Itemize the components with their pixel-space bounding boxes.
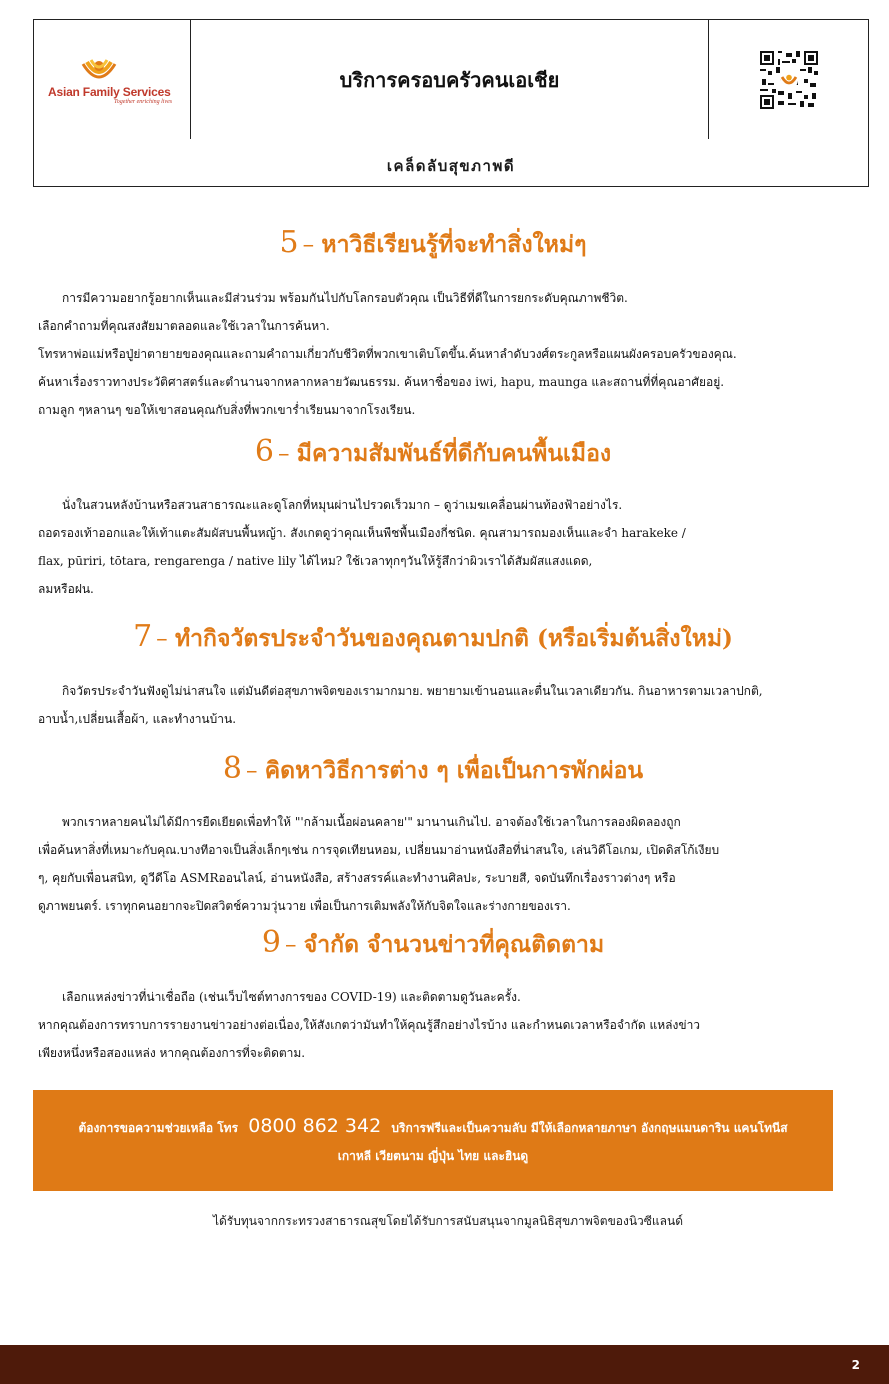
paragraph-line: ๆ, คุยกับเพื่อนสนิท, ดูวีดีโอ ASMRออนไลน์, อ่านหนังสือ, สร้างสรรค์และทำงานศิลปะ, ระบายสี, จดบันทึกเรื่องราวต่างๆ หรือ xyxy=(38,871,676,885)
bottom-bar xyxy=(0,1345,889,1384)
qr-code-icon xyxy=(760,51,818,109)
help-suffix: บริการฟรีและเป็นความลับ มีให้เลือกหลายภาษา อังกฤษแมนดาริน แคนโทนีส xyxy=(391,1121,788,1135)
section-title: มีความสัมพันธ์ที่ดีกับคนพื้นเมือง xyxy=(296,440,612,467)
help-line-1 xyxy=(33,1114,833,1140)
help-banner xyxy=(33,1090,833,1191)
section-9-body xyxy=(38,983,848,1067)
paragraph-line: เลือกแหล่งข่าวที่น่าเชื่อถือ (เช่นเว็บไซต์ทางการของ COVID-19) และติดตามดูวันละครั้ง. xyxy=(62,990,521,1004)
paragraph-line: เพียงหนึ่งหรือสองแหล่ง หากคุณต้องการที่จะติดตาม. xyxy=(38,1046,306,1060)
subheading: เคล็ดลับสุขภาพดี xyxy=(386,156,516,175)
section-title: ทำกิจวัตรประจำวันของคุณตามปกติ (หรือเริ่มต้นสิ่งใหม่) xyxy=(174,625,733,652)
help-line-2: เกาหลี เวียตนาม ญี่ปุ่น ไทย และฮินดู xyxy=(337,1149,529,1163)
section-title: หาวิธีเรียนรู้ที่จะทำสิ่งใหม่ๆ xyxy=(321,231,587,258)
paragraph-line: อาบน้ำ,เปลี่ยนเสื้อผ้า, และทำงานบ้าน. xyxy=(38,712,237,726)
paragraph-line: กิจวัตรประจำวันฟังดูไม่น่าสนใจ แต่มันดีต่อสุขภาพจิตของเรามากมาย. พยายามเข้านอนและตื่นในเวลาเดียวกัน. กินอาหารตามเวลาปกติ, xyxy=(62,684,763,698)
paragraph-line: flax, pūriri, tōtara, rengarenga / native lily ได้ไหม? ใช้เวลาทุกๆวันให้รู้สึกว่าผิวเราได้สัมผัสแสงแดด, xyxy=(38,554,593,568)
section-6-body xyxy=(38,491,848,603)
header xyxy=(33,19,869,140)
funding-note: ได้รับทุนจากกระทรวงสาธารณสุขโดยได้รับการสนับสนุนจากมูลนิธิสุขภาพจิตของนิวซีแลนด์ xyxy=(212,1214,684,1228)
section-6-heading: 6 – มีความสัมพันธ์ที่ดีกับคนพื้นเมือง xyxy=(254,434,612,469)
section-number: 7 xyxy=(133,619,153,654)
section-5-body xyxy=(38,284,848,424)
paragraph-line: พวกเราหลายคนไม่ได้มีการยืดเยียดเพื่อทำให้ "'กล้ามเนื้อผ่อนคลาย'" มานานเกินไป. อาจต้องใช้เวลาในการลองผิดลองถูก xyxy=(62,815,681,829)
section-number: 9 xyxy=(261,925,281,960)
paragraph-line: ค้นหาเรื่องราวทางประวัติศาสตร์และตำนานจากหลากหลายวัฒนธรรม. ค้นหาชื่อของ iwi, hapu, maunga และสถานที่ที่คุณอาศัยอยู่. xyxy=(38,375,725,389)
section-7-body xyxy=(38,677,848,733)
paragraph-line: นั่งในสวนหลังบ้านหรือสวนสาธารณะและดูโลกที่หมุนผ่านไปรวดเร็วมาก – ดูว่าเมฆเคลื่อนผ่านท้องฟ้าอย่างไร. xyxy=(62,498,623,512)
logo-cell xyxy=(34,20,191,139)
paragraph-line: โทรหาพ่อแม่หรือปู่ย่าตายายของคุณและถามคำถามเกี่ยวกับชีวิตที่พวกเขาเติบโตขึ้น.ค้นหาลำดับวงศ์ตระกูลหรือแผนผังครอบครัวของคุณ. xyxy=(38,347,737,361)
paragraph-line: ถามลูก ๆหลานๆ ขอให้เขาสอนคุณกับสิ่งที่พวกเขาร่ำเรียนมาจากโรงเรียน. xyxy=(38,403,416,417)
section-number: 5 xyxy=(279,225,299,260)
page-number: 2 xyxy=(851,1358,860,1372)
help-phone-number[interactable]: 0800 862 342 xyxy=(248,1115,382,1137)
page-title: บริการครอบครัวคนเอเชีย xyxy=(339,67,560,92)
logo-tagline: Together enriching lives xyxy=(114,99,173,105)
section-title: คิดหาวิธีการต่าง ๆ เพื่อเป็นการพักผ่อน xyxy=(264,757,644,784)
section-7-heading: 7 – ทำกิจวัตรประจำวันของคุณตามปกติ (หรือเริ่มต้นสิ่งใหม่) xyxy=(133,619,733,654)
qr-cell xyxy=(709,20,868,139)
paragraph-line: เลือกคำถามที่คุณสงสัยมาตลอดและใช้เวลาในการค้นหา. xyxy=(38,319,330,333)
subheading-gap xyxy=(33,139,869,148)
paragraph-line: เพื่อค้นหาสิ่งที่เหมาะกับคุณ.บางทีอาจเป็นสิ่งเล็กๆเช่น การจุดเทียนหอม, เปลี่ยนมาอ่านหนังสือที่น่าสนใจ, เล่นวิดีโอเกม, เปิดดิสโก้เงียบ xyxy=(38,843,720,857)
help-prefix: ต้องการขอความช่วยเหลือ โทร xyxy=(78,1121,239,1135)
header-title-cell xyxy=(191,20,709,139)
section-5-heading: 5 – หาวิธีเรียนรู้ที่จะทำสิ่งใหม่ๆ xyxy=(279,225,587,260)
section-title: จำกัด จำนวนข่าวที่คุณติดตาม xyxy=(303,931,605,958)
section-8-body xyxy=(38,808,848,920)
paragraph-line: ถอดรองเท้าออกและให้เท้าแตะสัมผัสบนพื้นหญ้า. สังเกตดูว่าคุณเห็นพืชพื้นเมืองกี่ชนิด. คุณสามารถมองเห็นและจำ harakeke / xyxy=(38,526,686,540)
paragraph-line: หากคุณต้องการทราบการรายงานข่าวอย่างต่อเนื่อง,ให้สังเกตว่ามันทำให้คุณรู้สึกอย่างไรบ้าง และกำหนดเวลาหรือจำกัด แหล่งข่าว xyxy=(38,1018,701,1032)
paragraph-line: การมีความอยากรู้อยากเห็นและมีส่วนร่วม พร้อมกันไปกับโลกรอบตัวคุณ เป็นวิธีที่ดีในการยกระดับคุณภาพชีวิต. xyxy=(62,291,628,305)
paragraph-line: ลมหรือฝน. xyxy=(38,582,94,596)
section-8-heading: 8 – คิดหาวิธีการต่าง ๆ เพื่อเป็นการพักผ่อน xyxy=(222,751,644,786)
section-number: 8 xyxy=(222,751,242,786)
logo-name: Asian Family Services xyxy=(48,85,171,99)
section-9-heading: 9 – จำกัด จำนวนข่าวที่คุณติดตาม xyxy=(261,925,605,960)
paragraph-line: ดูภาพยนตร์. เราทุกคนอยากจะปิดสวิตช์ความวุ่นวาย เพื่อเป็นการเติมพลังให้กับจิตใจและร่างกายของเรา. xyxy=(38,899,571,913)
logo-icon xyxy=(63,56,163,88)
section-number: 6 xyxy=(254,434,274,469)
